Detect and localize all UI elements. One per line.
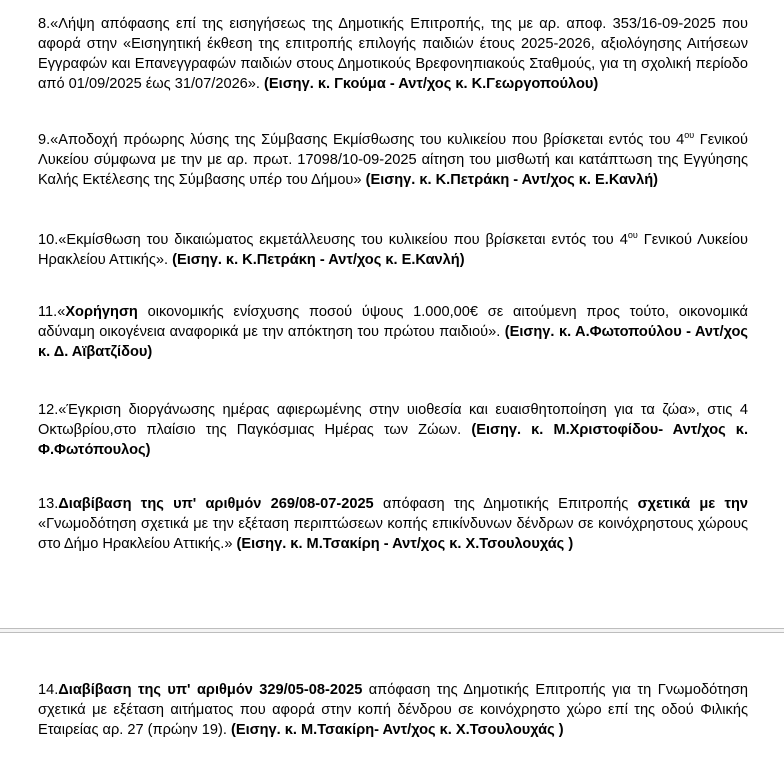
item-14-rapporteur: (Εισηγ. κ. Μ.Τσακίρη- Αντ/χος κ. Χ.Τσουλουχάς ): [230, 722, 564, 738]
agenda-item-12: [38, 400, 748, 460]
item-13-bold-ref: Διαβίβαση της υπ' αριθμόν 269/08-07-2025: [58, 496, 374, 512]
item-12-text: 12.«Έγκριση διοργάνωσης ημέρας αφιερωμένης στην υιοθεσία και ευαισθητοποίηση για τα ζώα», στις 4 Οκτωβρίου,στο πλαίσιο της Παγκόσμιας Ημέρας των Ζώων.: [38, 402, 748, 438]
item-10-ordinal: ου: [627, 230, 638, 241]
item-8-rapporteur: (Εισηγ. κ. Γκούμα - Αντ/χος κ. Κ.Γεωργοπούλου): [264, 76, 599, 92]
item-13-number: 13.: [38, 496, 59, 512]
item-12-rapporteur: (Εισηγ. κ. Μ.Χριστοφίδου- Αντ/χος κ. Φ.Φωτόπουλος): [38, 422, 748, 458]
agenda-item-11: [38, 302, 748, 362]
item-11-bold-word: Χορήγηση: [65, 304, 138, 320]
item-8-text: 8.«Λήψη απόφασης επί της εισηγήσεως της Δημοτικής Επιτροπής, της με αρ. αποφ. 353/16-09-2025 που αφορά στην «Εισηγητική έκθεση της επιτροπής επιλογής παιδιών έτους 2025-2026, αξιολόγησης Αιτήσεων Εγγραφών και Επανεγγραφών παιδιών στους Δημοτικούς Βρεφονηπιακούς Σταθμούς, για τη σχολική περίοδο από 01/09/2025 έως 31/07/2026».: [38, 16, 748, 92]
item-9-rapporteur: (Εισηγ. κ. Κ.Πετράκη - Αντ/χος κ. Ε.Κανλή): [365, 172, 659, 188]
item-10-text-cont: Γενικού Λυκείου Ηρακλείου Αττικής».: [38, 232, 748, 268]
page-break: [0, 628, 784, 633]
item-13-rapporteur: (Εισηγ. κ. Μ.Τσακίρη - Αντ/χος κ. Χ.Τσουλουχάς ): [236, 536, 574, 552]
item-13-text: απόφαση της Δημοτικής Επιτροπής: [373, 496, 638, 512]
agenda-item-14: [38, 680, 748, 740]
item-10-rapporteur: (Εισηγ. κ. Κ.Πετράκη - Αντ/χος κ. Ε.Κανλή): [172, 252, 465, 268]
agenda-item-8: [38, 14, 748, 94]
item-11-text: 11.«: [38, 304, 66, 320]
item-11-text-cont: οικονομικής ενίσχυσης ποσού ύψους 1.000,00€ σε αιτούμενη προς τούτο, οικονομικά αδύναμη οικογένεια αναφορικά με την απόκτηση του πρώτου παιδιού».: [38, 304, 748, 340]
item-14-text: απόφαση της Δημοτικής Επιτροπής για τη Γνωμοδότηση σχετικά με εξέταση αιτήματος που αφορά στην κοπή δένδρου σε κοινόχρηστο χώρο επί της οδού Φιλικής Εταιρείας αρ. 27 (πρώην 19).: [38, 682, 748, 738]
item-14-bold-ref: Διαβίβαση της υπ' αριθμόν 329/05-08-2025: [58, 682, 363, 698]
item-13-text-cont: «Γνωμοδότηση σχετικά με την εξέταση περιπτώσεων κοπής επικίνδυνων δένδρων σε κοινόχρηστους χώρους στο Δήμο Ηρακλείου Αττικής.»: [38, 516, 748, 552]
agenda-item-9: [38, 130, 748, 190]
item-9-text-cont: Γενικού Λυκείου σύμφωνα με την με αρ. πρωτ. 17098/10-09-2025 αίτηση του μισθωτή και κατάπτωση της Εγγύησης Καλής Εκτέλεσης της Σύμβασης υπέρ του Δήμου»: [38, 132, 748, 188]
item-9-ordinal: ου: [684, 130, 695, 141]
item-11-rapporteur: (Εισηγ. κ. Α.Φωτοπούλου - Αντ/χος κ. Δ. Αϊβατζίδου): [38, 324, 748, 360]
agenda-item-10: [38, 230, 748, 270]
agenda-item-13: [38, 494, 748, 554]
item-14-number: 14.: [38, 682, 59, 698]
item-9-text: 9.«Αποδοχή πρόωρης λύσης της Σύμβασης Εκμίσθωσης του κυλικείου που βρίσκεται εντός του 4: [38, 132, 685, 148]
item-10-text: 10.«Εκμίσθωση του δικαιώματος εκμετάλλευσης του κυλικείου που βρίσκεται εντός του 4: [38, 232, 628, 248]
item-13-bold-phrase: σχετικά με την: [637, 496, 749, 512]
